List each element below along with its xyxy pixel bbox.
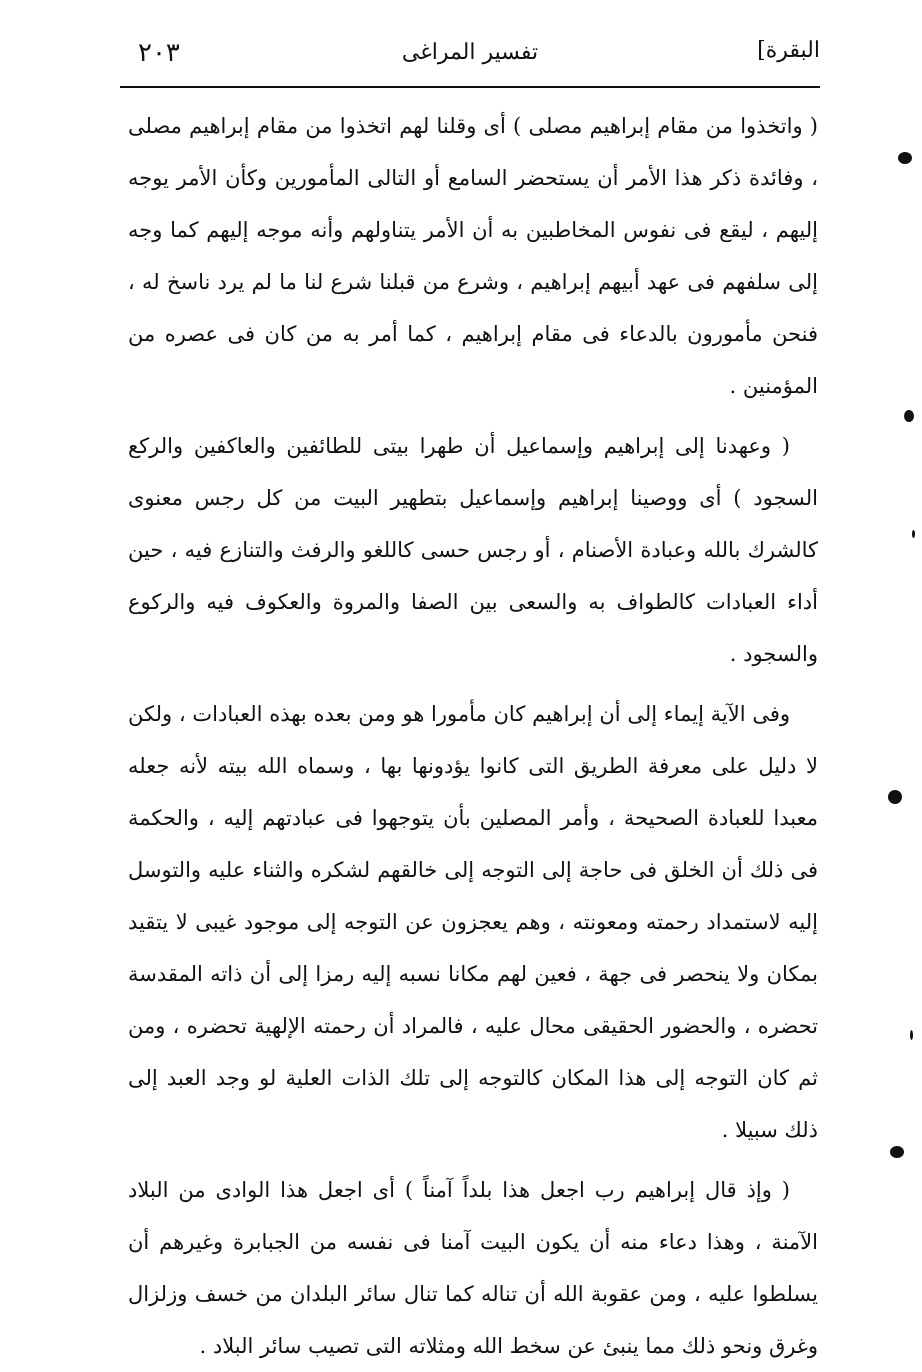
page-body <box>128 100 818 1372</box>
page-header <box>120 32 820 82</box>
paragraph-ayah-ima: وفى الآية إيماء إلى أن إبراهيم كان مأمورا هو ومن بعده بهذه العبادات ، ولكن لا دليل على معرفة الطريق التى كانوا يؤدونها بها ، وسماه الله بيته لأنه جعله معبدا للعبادة الصحيحة ، وأمر المصلين بأن يتوجهوا فى عبادتهم إليه ، والحكمة فى ذلك أن الخلق فى حاجة إلى التوجه إلى خالقهم لشكره والثناء عليه والتوسل إليه لاستمداد رحمته ومعونته ، وهم يعجزون عن التوجه إلى موجود غيبى لا يتقيد بمكان ولا ينحصر فى جهة ، فعين لهم مكانا نسبه إليه رمزا إلى أن ذاته المقدسة تحضره ، والحضور الحقيقى محال عليه ، فالمراد أن رحمته الإلهية تحضره ، ومن ثم كان التوجه إلى هذا المكان كالتوجه إلى تلك الذات العلية لو وجد العبد إلى ذلك سبيلا . <box>128 702 818 1142</box>
scan-speck <box>904 410 914 422</box>
paragraph-maqam-ibrahim: ( واتخذوا من مقام إبراهيم مصلى ) أى وقلنا لهم اتخذوا من مقام إبراهيم مصلى ، وفائدة ذكر هذا الأمر أن يستحضر السامع أو التالى المأمورين وكأن الأمر يوجه إليهم ، ليقع فى نفوس المخاطبين به أن الأمر يتناولهم وأنه موجه إليهم كما وجه إلى سلفهم فى عهد أبيهم إبراهيم ، وشرع من قبلنا شرع لنا ما لم يرد ناسخ له ، فنحن مأمورون بالدعاء فى مقام إبراهيم ، كما أمر به من كان فى عصره من المؤمنين . <box>128 114 818 398</box>
scan-speck <box>890 1146 904 1158</box>
page-number: ٢٠٣ <box>138 38 180 68</box>
paragraph-tahir-bayti: ( وعهدنا إلى إبراهيم وإسماعيل أن طهرا بيتى للطائفين والعاكفين والركع السجود ) أى ووصينا إبراهيم وإسماعيل بتطهير البيت من كل رجس معنوى كالشرك بالله وعبادة الأصنام ، أو رجس حسى كاللغو والرفث والتنازع فيه ، حين أداء العبادات كالطواف به والسعى بين الصفا والمروة والعكوف فيه والركوع والسجود . <box>128 434 818 666</box>
book-title: تفسير المراغى <box>401 40 539 65</box>
surah-label: البقرة] <box>757 38 820 63</box>
header-rule <box>120 86 820 88</box>
scan-speck <box>898 152 912 164</box>
scan-speck <box>912 530 915 538</box>
scan-speck <box>910 1030 913 1040</box>
paragraph-balad-amin: ( وإذ قال إبراهيم رب اجعل هذا بلداً آمناً ) أى اجعل هذا الوادى من البلاد الآمنة ، وهذا دعاء منه أن يكون البيت آمنا فى نفسه من الجبابرة وغيرهم أن يسلطوا عليه ، ومن عقوبة الله أن تناله كما تنال سائر البلدان من خسف وزلزال وغرق ونحو ذلك مما ينبئ عن سخط الله ومثلاته التى تصيب سائر البلاد . <box>128 1178 818 1358</box>
scan-speck <box>888 790 902 804</box>
